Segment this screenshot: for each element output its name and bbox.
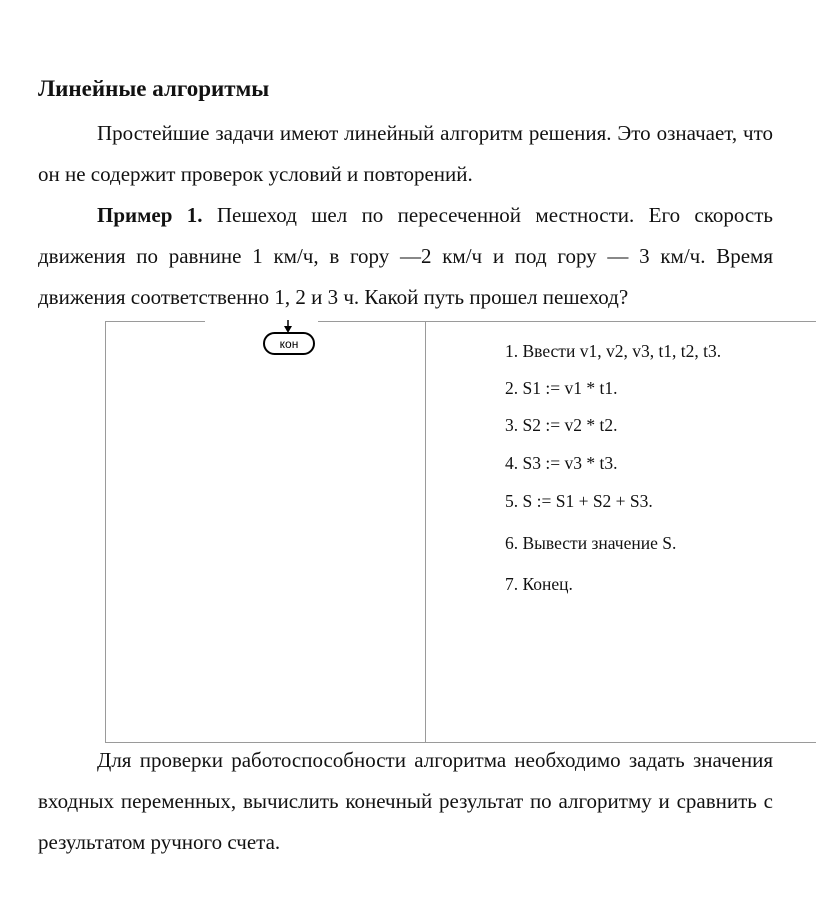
conclusion-paragraph (38, 740, 773, 863)
intro-text: Простейшие задачи имеют линейный алгоритм решения. Это означает, что он не содержит проверок условий и повторений. (38, 121, 773, 186)
terminator-label: кон (279, 337, 299, 351)
step-5: 5. S := S1 + S2 + S3. (505, 491, 653, 511)
section-heading: Линейные алгоритмы (38, 76, 270, 101)
intro-paragraph (38, 113, 773, 195)
step-3: 3. S2 := v2 * t2. (505, 415, 618, 435)
table-top-border-right (318, 321, 816, 322)
table-column-divider (425, 321, 426, 743)
flow-arrow-head (284, 326, 292, 333)
example-text: Пешеход шел по пересеченной местности. Его скорость движения по равнине 1 км/ч, в гору —2 км/ч и под гору — 3 км/ч. Время движения соответственно 1, 2 и 3 ч. Какой путь прошел пешеход? (38, 203, 773, 309)
step-2: 2. S1 := v1 * t1. (505, 378, 618, 398)
example-paragraph (38, 195, 773, 318)
conclusion-text: Для проверки работоспособности алгоритма необходимо задать значения входных переменных, вычислить конечный результат по алгоритму и сравнить с результатом ручного счета. (38, 748, 773, 854)
flowchart-end-block (258, 318, 322, 362)
example-label: Пример 1. (97, 203, 203, 227)
step-7: 7. Конец. (505, 574, 573, 594)
step-4: 4. S3 := v3 * t3. (505, 453, 618, 473)
table-left-border (105, 321, 106, 743)
step-6: 6. Вывести значение S. (505, 533, 677, 553)
step-1: 1. Ввести v1, v2, v3, t1, t2, t3. (505, 341, 722, 361)
table-top-border (105, 321, 205, 322)
